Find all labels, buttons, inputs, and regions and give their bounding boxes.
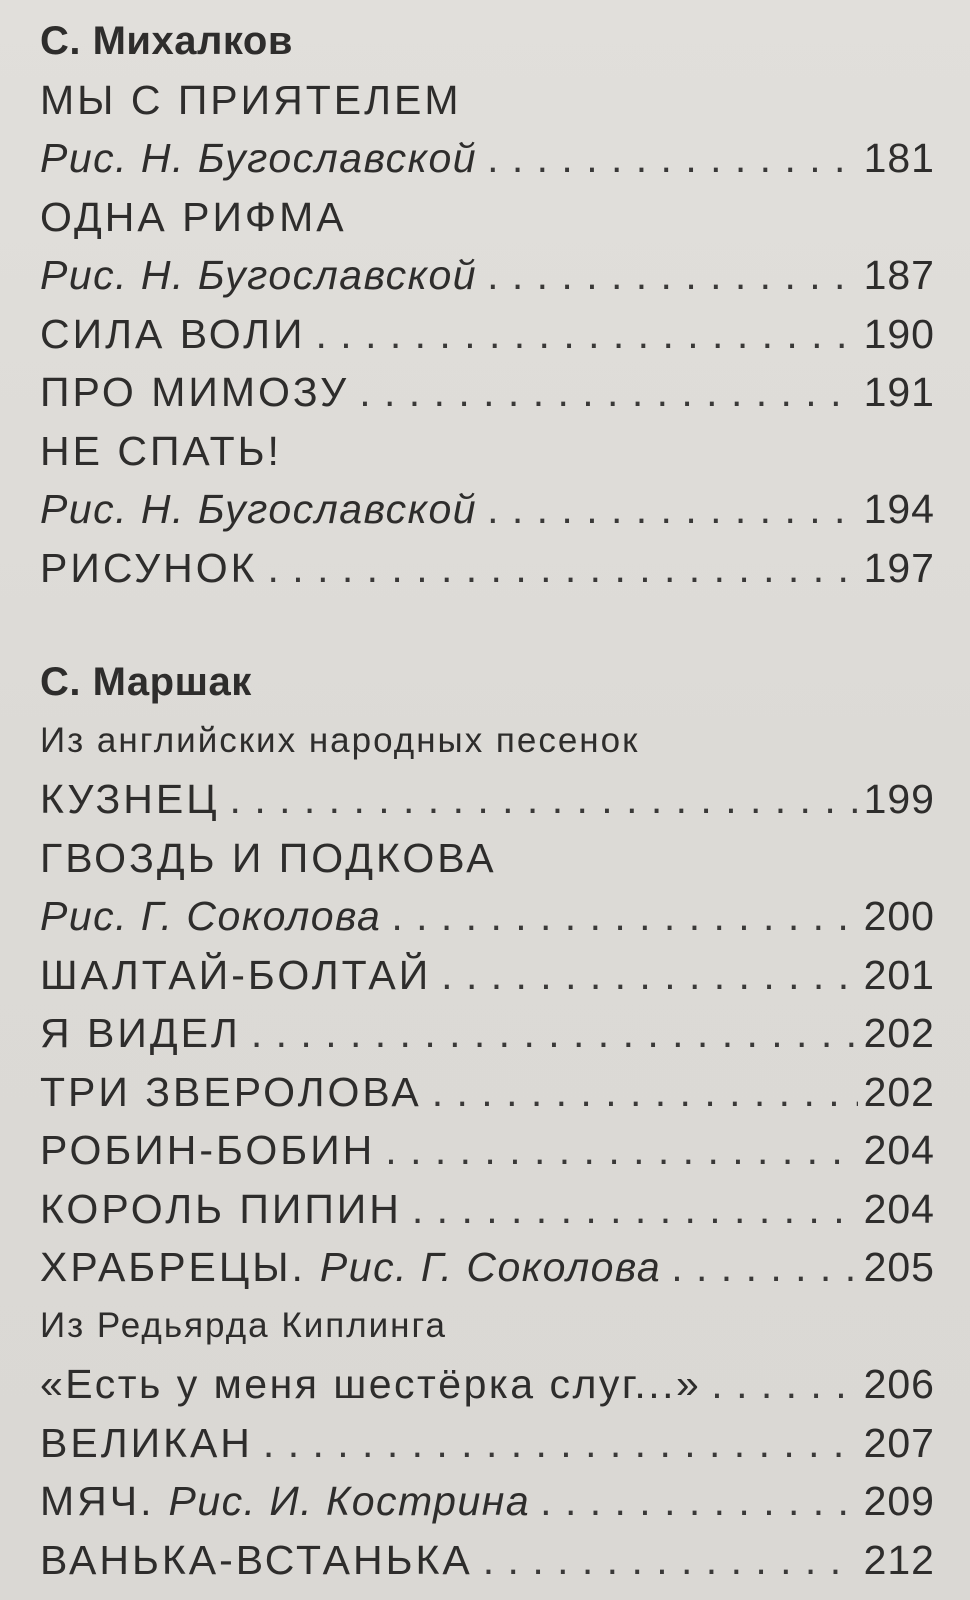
entry-title: ГВОЗДЬ И ПОДКОВА	[40, 834, 497, 881]
dot-leader	[316, 305, 858, 364]
entry-page-number: 187	[863, 252, 935, 298]
section-title: Из английских народных песенок	[40, 720, 640, 760]
entry-page-number: 197	[863, 544, 935, 591]
section-heading	[40, 1297, 935, 1356]
entry-title: ТРИ ЗВЕРОЛОВА	[40, 1068, 422, 1115]
entry-page-number: 200	[863, 893, 935, 939]
toc-entry	[40, 71, 935, 130]
dot-leader	[268, 539, 858, 598]
entry-page-number: 194	[863, 486, 935, 532]
entry-page-number: 204	[863, 1127, 935, 1173]
entry-title: СИЛА ВОЛИ	[40, 310, 306, 357]
toc-entry	[40, 1355, 935, 1414]
entry-title: РИСУНОК	[40, 544, 258, 591]
entry-illustrator: Рис. Г. Соколова	[319, 1244, 662, 1290]
toc-entry	[40, 246, 935, 305]
entry-title: ШАЛТАЙ-БОЛТАЙ	[40, 951, 432, 998]
entry-illustrator: Рис. И. Кострина	[168, 1478, 531, 1524]
section-gap	[40, 597, 935, 653]
entry-title: ВАНЬКА-ВСТАНЬКА	[40, 1536, 473, 1583]
toc-entry	[40, 305, 935, 364]
toc-entry	[40, 1004, 935, 1063]
entry-page-number: 202	[863, 1068, 935, 1115]
entry-title: КУЗНЕЦ	[40, 776, 220, 822]
toc-entry	[40, 887, 935, 946]
entry-page-number: 209	[863, 1478, 935, 1524]
entry-title: «Есть у меня шестёрка слуг...»	[40, 1361, 702, 1407]
toc-entry	[40, 188, 935, 247]
toc-entry	[40, 129, 935, 188]
author-heading: С. Маршак	[40, 660, 252, 704]
dot-leader	[263, 1414, 858, 1473]
toc-entry	[40, 422, 935, 481]
dot-leader	[385, 1121, 857, 1180]
dot-leader	[391, 887, 857, 946]
entry-page-number: 201	[863, 951, 935, 998]
entry-illustrator: Рис. Н. Бугославской	[40, 486, 478, 532]
entry-illustrator: Рис. Н. Бугославской	[40, 135, 478, 181]
toc-entry	[40, 1063, 935, 1122]
entry-page-number: 191	[863, 369, 935, 415]
toc-entry	[40, 829, 935, 888]
entry-page-number: 202	[863, 1010, 935, 1056]
dot-leader	[412, 1180, 858, 1239]
dot-leader	[487, 480, 858, 539]
toc-entry	[40, 1180, 935, 1239]
section-title: Из Редьярда Киплинга	[40, 1305, 447, 1345]
dot-leader	[711, 1355, 857, 1414]
entry-page-number: 204	[863, 1185, 935, 1232]
entry-title: ОДНА РИФМА	[40, 193, 347, 240]
entry-illustrator: Рис. Г. Соколова	[40, 893, 382, 939]
dot-leader	[671, 1238, 857, 1297]
dot-leader	[483, 1531, 858, 1590]
dot-leader	[487, 246, 858, 305]
entry-page-number: 199	[863, 776, 935, 822]
dot-leader	[441, 946, 857, 1005]
dot-leader	[251, 1004, 858, 1063]
entry-title: ПРО МИМОЗУ	[40, 369, 350, 415]
toc-entry	[40, 1121, 935, 1180]
entry-page-number: 190	[863, 310, 935, 357]
toc-entry	[40, 363, 935, 422]
toc-entry	[40, 480, 935, 539]
dot-leader	[487, 129, 858, 188]
dot-leader	[359, 363, 857, 422]
entry-title: МЯЧ.	[40, 1478, 155, 1524]
toc-entry	[40, 539, 935, 598]
entry-page-number: 212	[863, 1536, 935, 1583]
entry-page-number: 207	[863, 1419, 935, 1466]
entry-title: ВЕЛИКАН	[40, 1419, 253, 1466]
toc-entry	[40, 1472, 935, 1531]
dot-leader	[230, 770, 858, 829]
entry-title: РОБИН-БОБИН	[40, 1127, 376, 1173]
dot-leader	[540, 1472, 857, 1531]
section-heading	[40, 712, 935, 771]
toc-entry	[40, 946, 935, 1005]
entry-title: МЫ С ПРИЯТЕЛЕМ	[40, 76, 462, 123]
toc-entry	[40, 1531, 935, 1590]
table-of-contents	[40, 12, 935, 1589]
author-heading: С. Михалков	[40, 19, 293, 63]
entry-title: Я ВИДЕЛ	[40, 1010, 241, 1056]
toc-entry	[40, 770, 935, 829]
entry-page-number: 181	[863, 135, 935, 181]
entry-page-number: 205	[863, 1244, 935, 1290]
toc-entry	[40, 1238, 935, 1297]
entry-title: НЕ СПАТЬ!	[40, 427, 282, 474]
entry-page-number: 206	[863, 1361, 935, 1407]
entry-illustrator: Рис. Н. Бугославской	[40, 252, 478, 298]
entry-title: ХРАБРЕЦЫ.	[40, 1244, 306, 1290]
dot-leader	[432, 1063, 858, 1122]
entry-title: КОРОЛЬ ПИПИН	[40, 1185, 402, 1232]
toc-entry	[40, 1414, 935, 1473]
